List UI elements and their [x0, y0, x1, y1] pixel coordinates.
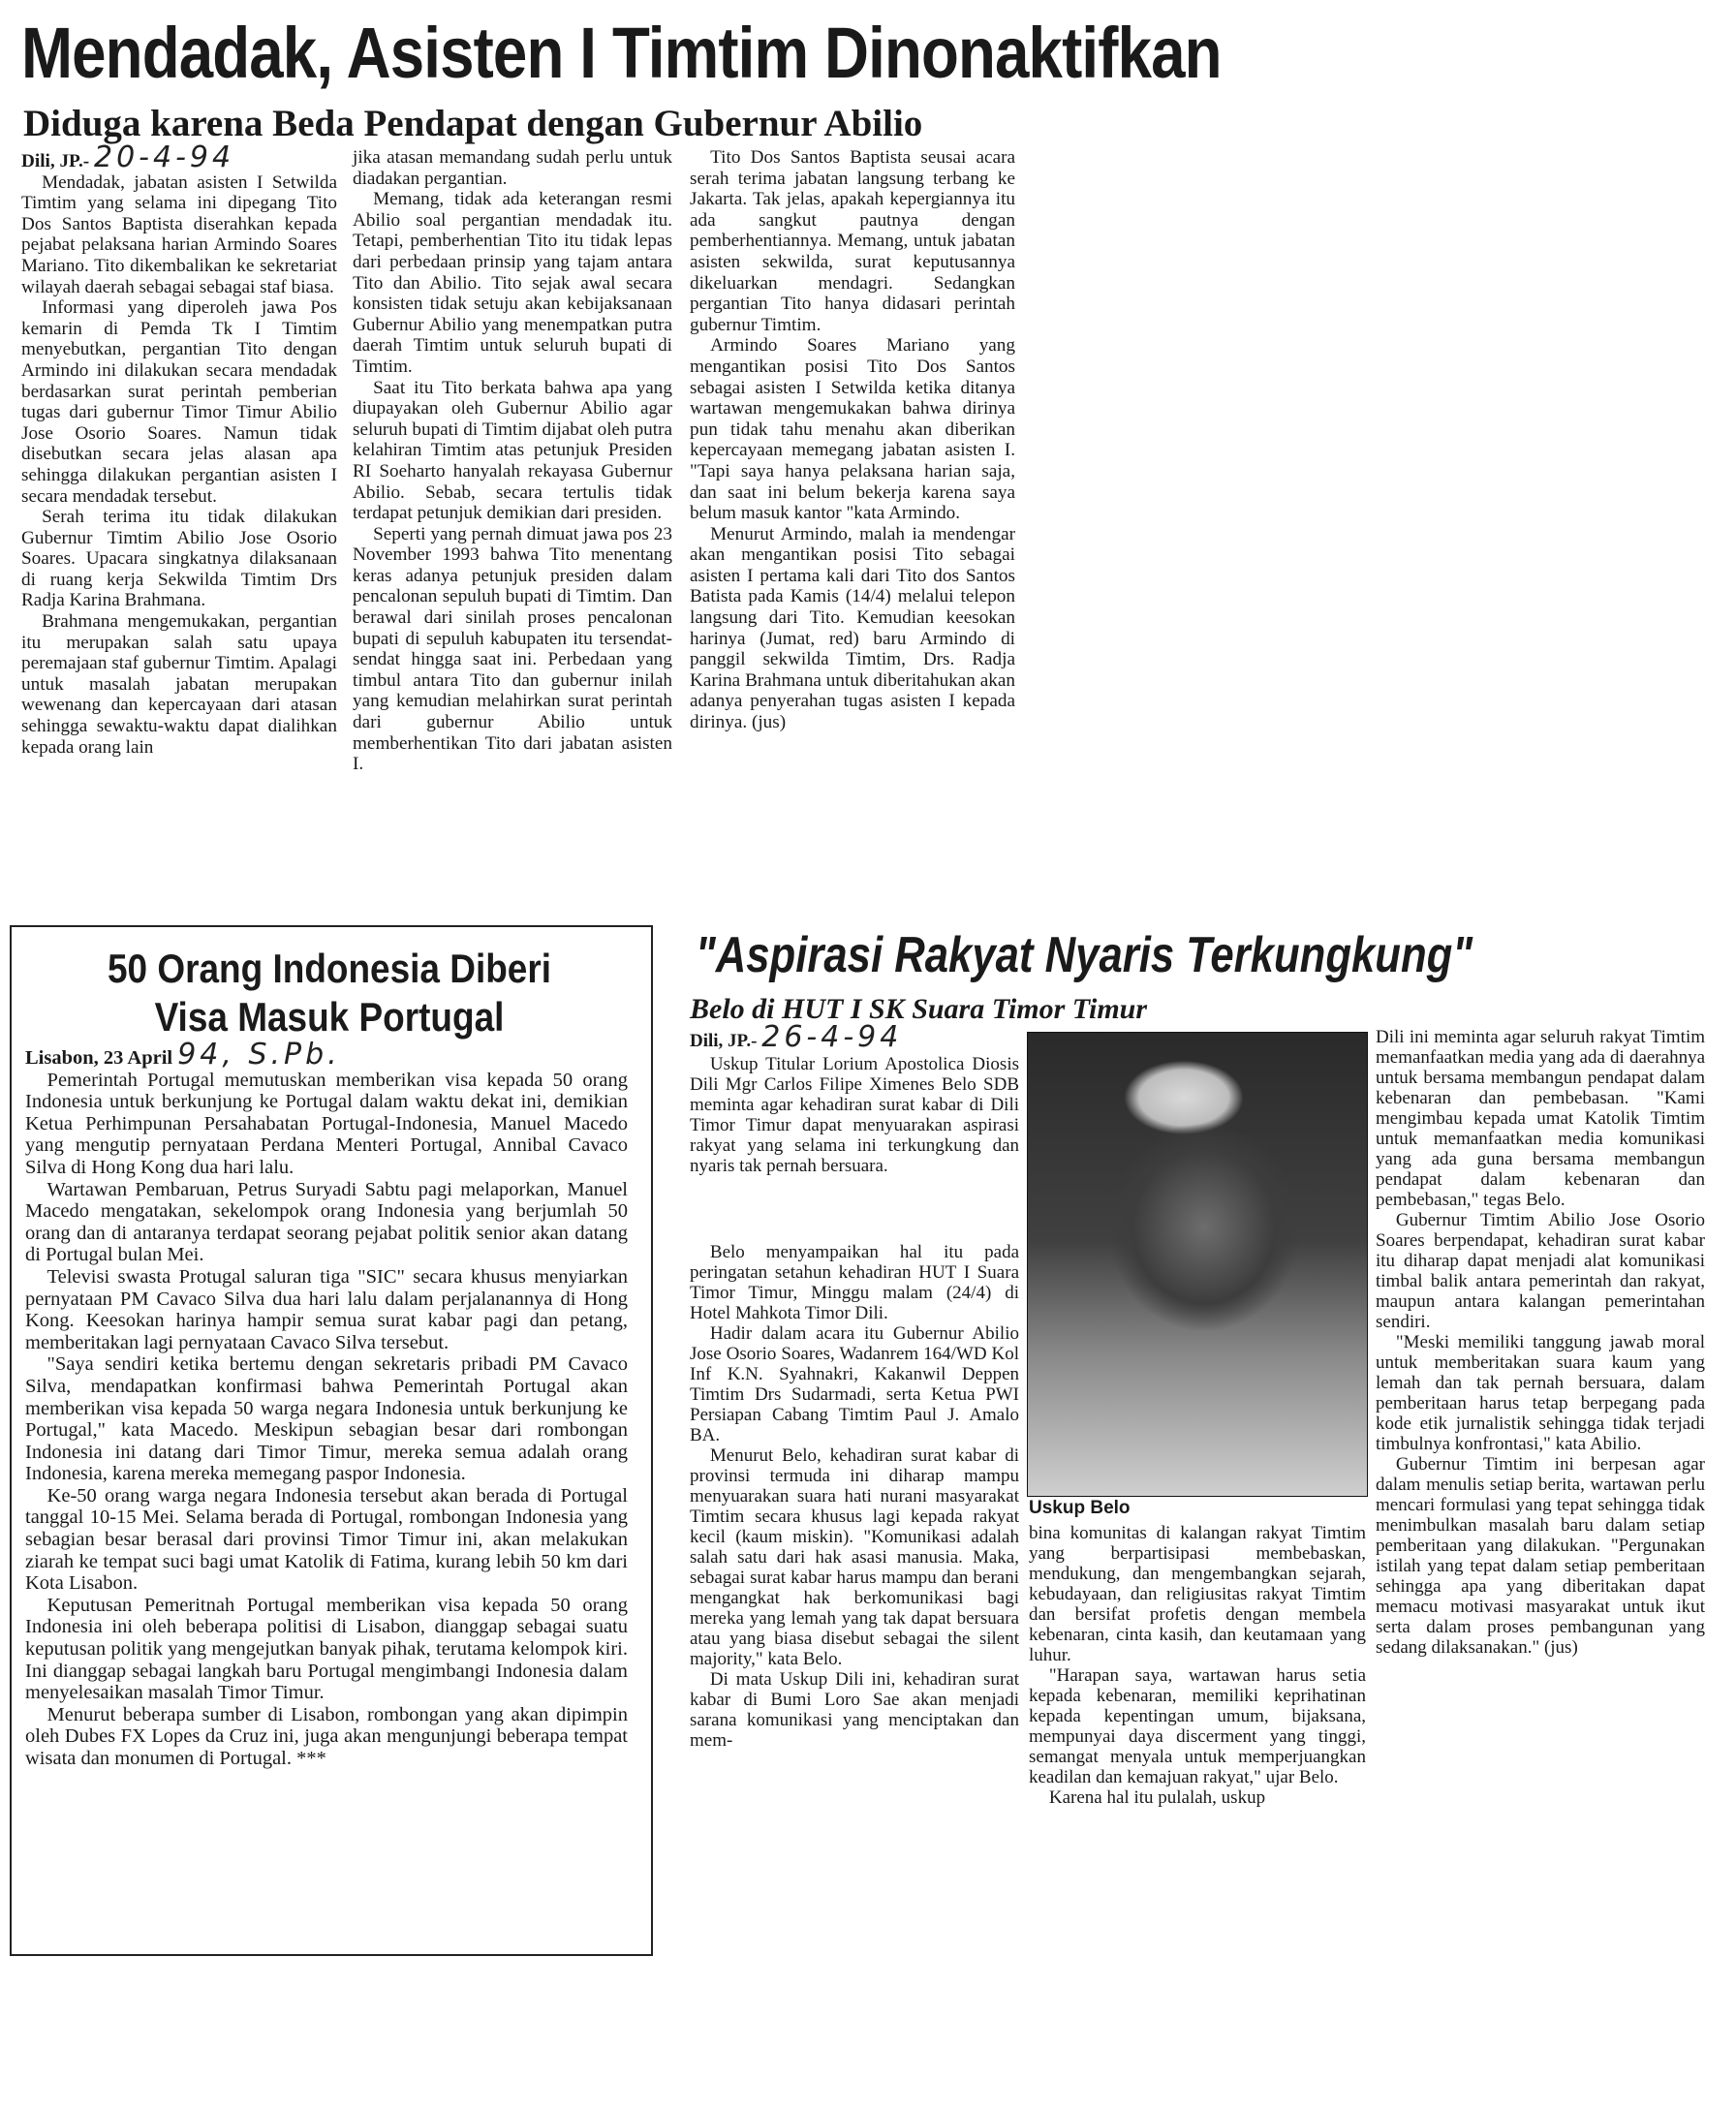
article2-paragraph: Pemerintah Portugal memutuskan memberikan visa kepada 50 orang Indonesia untuk berkunjung ke Portugal dalam waktu dekat ini, demikian Ketua Perhimpunan Persahabatan Portugal-Indonesia, Manuel Macedo yang mengutip pernyataan Perdana Menteri Portugal, Annibal Cavaco Silva di Hong Kong dua hari lalu. — [25, 1069, 628, 1178]
article2-paragraph: Wartawan Pembaruan, Petrus Suryadi Sabtu pagi melaporkan, Manuel Macedo mengatakan, sekelompok orang Indonesia yang berjumlah 50 orang dan di antaranya terdapat seorang pejabat politik senior akan datang di Portugal bulan Mei. — [25, 1178, 628, 1266]
article1-col2-paragraph: Memang, tidak ada keterangan resmi Abilio soal pergantian mendadak itu. Tetapi, pemberhentian Tito itu tidak lepas dari perbedaan prinsip yang tajam antara Tito dan Abilio. Tito sejak awal secara konsisten tidak setuju akan kebijaksanaan Gubernur Abilio yang menempatkan putra daerah Timtim untuk seluruh bupati di Timtim. — [353, 189, 672, 377]
article1-col1-paragraph: Informasi yang diperoleh jawa Pos kemarin di Pemda Tk I Timtim menyebutkan, pergantian Tito dengan Armindo ini dilakukan secara mendadak berdasarkan surat perintah pemberian tugas dari gubernur Timor Timur Abilio Jose Osorio Soares. Namun tidak disebutkan secara jelas alasan apa sehingga dilakukan pergantian asisten I secara mendadak tersebut. — [21, 297, 337, 507]
article2-paragraph: Ke-50 orang warga negara Indonesia tersebut akan berada di Portugal tanggal 10-15 Mei. Selama berada di Portugal, rombongan Indonesia yang sebagian besar berasal dari provinsi Timor Timur ini, akan melakukan ziarah ke tempat suci bagi umat Katolik di Fatima, kurang lebih 50 km dari Kota Lisabon. — [25, 1484, 628, 1595]
article3-col3-paragraph: "Meski memiliki tanggung jawab moral untuk memberitakan suara kaum yang lemah dan tak pernah bersuara, dalam pemberitaan harus tetap berpegang pada kode etik jurnalistik sehingga tidak terjadi timbulnya konfrontasi," kata Abilio. — [1376, 1332, 1705, 1454]
article1-column-3 — [690, 147, 1015, 733]
article1-col2-paragraph: jika atasan memandang sudah perlu untuk diadakan pergantian. — [353, 147, 672, 189]
article1-dateline: Dili, JP.- — [21, 151, 90, 171]
article1-col3-paragraph: Armindo Soares Mariano yang mengantikan posisi Tito Dos Santos sebagai asisten I Setwilda ketika ditanya wartawan mengemukakan bahwa dirinya pun tidak tahu menahu akan diberikan kepercayaan memegang jabatan asisten I. "Tapi saya hanya pelaksana harian saja, dan saat ini belum bekerja karena saya belum masuk kantor "kata Armindo. — [690, 335, 1015, 524]
article3-dateline: Dili, JP.- — [690, 1031, 758, 1051]
article1-col1-paragraph: Serah terima itu tidak dilakukan Gubernur Timtim Abilio Jose Osorio Soares. Upacara singkatnya dilaksanaan di ruang kerja Sekwilda Timtim Drs Radja Karina Brahmana. — [21, 507, 337, 611]
article3-col1-paragraph: Belo menyampaikan hal itu pada peringatan setahun kehadiran HUT I Suara Timor Timur, Minggu malam (24/4) di Hotel Mahkota Timor Dili. — [690, 1242, 1019, 1323]
article1-col3-paragraph: Tito Dos Santos Baptista seusai acara serah terima jabatan langsung terbang ke Jakarta. Tak jelas, apakah kepergiannya itu ada sangkut pautnya dengan pemberhentiannya. Memang, untuk jabatan asisten sekwilda, surat keputusannya dikeluarkan mendagri. Sedangkan pergantian Tito hanya didasari perintah gubernur Timtim. — [690, 147, 1015, 335]
bishop-photo — [1027, 1032, 1368, 1497]
article3-handwritten-date: 26-4-94 — [761, 1020, 903, 1054]
article3-col3-paragraph: Dili ini meminta agar seluruh rakyat Timtim memanfaatkan media yang ada di daerahnya untuk bersama membangun pendapat dalam kebenaran dan pembebasan. "Kami mengimbau kepada umat Katolik Timtim untuk memanfaatkan media komunikasi yang ada guna bersama membangun pendapat dalam kebenaran dan pembebasan," tegas Belo. — [1376, 1027, 1705, 1210]
article3-col2-paragraph: Karena hal itu pulalah, uskup — [1048, 1787, 1266, 1808]
article1-column-2 — [353, 147, 672, 775]
article3-subheadline: Belo di HUT I SK Suara Timor Timur — [690, 993, 1148, 1025]
article3-col1-paragraph: Hadir dalam acara itu Gubernur Abilio Jose Osorio Soares, Wadanrem 164/WD Kol Inf K.N. Syahnakri, Kakanwil Deppen Timtim Drs Sudarmadi, serta Ketua PWI Persiapan Cabang Timtim Paul J. Amalo BA. — [690, 1323, 1019, 1445]
article2-dateline-row — [25, 1038, 628, 1072]
article2-headline-line1: 50 Orang Indonesia Diberi — [107, 946, 552, 991]
article1-column-1 — [21, 140, 337, 758]
article3-col1-paragraph: Di mata Uskup Dili ini, kehadiran surat kabar di Bumi Loro Sae akan menjadi sarana komunikasi yang menciptakan dan mem- — [690, 1669, 1019, 1751]
article3-column-3 — [1376, 1027, 1705, 1658]
article3-dateline-row — [690, 1020, 1019, 1054]
article3-column-1-body — [690, 1054, 1019, 1176]
article2-paragraph: "Saya sendiri ketika bertemu dengan sekretaris pribadi PM Cavaco Silva, mendapatkan konfirmasi bahwa Pemerintah Portugal akan memberikan visa kepada 50 warga negara Indonesia untuk berkunjung ke Portugal," kata Macedo. Meskipun sebagian besar dari rombongan Indonesia ini datang dari Timor Timur, mereka semua adalah orang Indonesia, karena mereka memegang paspor Indonesia. — [25, 1353, 628, 1485]
article1-handwritten-date: 20-4-94 — [93, 140, 235, 174]
article3-col2-paragraph: "Harapan saya, wartawan harus setia kepada kebenaran, memiliki keprihatinan kepada kepentingan umum, bijaksana, mempunyai daya discerment yang tinggi, semangat menyala untuk memperjuangkan keadilan dan kemajuan rakyat," ujar Belo. — [1029, 1665, 1366, 1787]
article3-col1-paragraph: Menurut Belo, kehadiran surat kabar di provinsi termuda ini diharap mampu menyuarakan suara hati nurani masyarakat Timtim secara khusus lagi kepada rakyat kecil (kaum miskin). "Komunikasi adalah salah satu dari hak asasi manusia. Maka, sebagai surat kabar harus mampu dan berani mengangkat hak berkomunikasi bagi mereka yang lemah yang tak dapat bersuara atau yang biasa disebut sebagai the silent majority," kata Belo. — [690, 1445, 1019, 1669]
article1-col1-paragraph: Mendadak, jabatan asisten I Setwilda Timtim yang selama ini dipegang Tito Dos Santos Baptista diserahkan kepada pejabat pelaksana harian Armindo Soares Mariano. Tito dikembalikan ke sekretariat wilayah daerah sebagai sebagai staf biasa. — [21, 171, 337, 297]
article3-col3-paragraph: Gubernur Timtim ini berpesan agar dalam menulis setiap berita, wartawan perlu mencari formulasi yang tepat sehingga tidak menimbulkan masalah baru dalam setiap pemberitaan yang dilakukan. "Pergunakan istilah yang tepat dalam setiap pemberitaan sehingga apa yang diberitakan dapat memacu motivasi masyarakat untuk ikut serta dalam proses pembangunan yang sedang dilaksanakan." (jus) — [1376, 1454, 1705, 1658]
article1-col2-paragraph: Seperti yang pernah dimuat jawa pos 23 November 1993 bahwa Tito menentang keras adanya petunjuk presiden dalam pencalonan sepuluh bupati di Timtim. Dan berawal dari sinilah proses pencalonan bupati di sepuluh kabupaten itu tersendat-sendat hingga saat ini. Perbedaan yang timbul antara Tito dan gubernur inilah yang kemudian melahirkan surat perintah dari gubernur Abilio untuk memberhentikan Tito dari jabatan asisten I. — [353, 523, 672, 775]
article2-paragraph: Keputusan Pemeritnah Portugal memberikan visa kepada 50 orang Indonesia ini oleh beberapa politisi di Lisabon, dianggap sebagai suatu keputusan politik yang mengejutkan banyak pihak, terutama kelompok kiri. Ini dianggap sebagai langkah baru Portugal mengimbangi Indonesia dalam menyelesaikan masalah Timor Timur. — [25, 1594, 628, 1704]
article1-dateline-row — [21, 140, 337, 174]
article1-col2-paragraph: Saat itu Tito berkata bahwa apa yang diupayakan oleh Gubernur Abilio agar seluruh bupati di Timtim dijabat oleh putra kelahiran Timtim atas petunjuk Presiden RI Soeharto hanyalah rekayasa Gubernur Abilio. Sebab, secara tertulis tidak terdapat petunjuk demikian dari presiden. — [353, 377, 672, 524]
article2-headline-line2: Visa Masuk Portugal — [154, 994, 505, 1040]
article2-handwritten-note: 94, S.Pb. — [177, 1038, 341, 1072]
article2-dateline: Lisabon, 23 April — [25, 1047, 173, 1069]
article3-col3-paragraph: Gubernur Timtim Abilio Jose Osorio Soares berpendapat, kehadiran surat kabar itu diharap dapat menjadi alat komunikasi timbal balik antara pemerintah dan rakyat, maupun antara kalangan pemerintahan sendiri. — [1376, 1210, 1705, 1332]
article2-body — [25, 1038, 628, 1770]
article2-paragraph: Televisi swasta Protugal saluran tiga "SIC" secara khusus menyiarkan pernyataan PM Cavaco Silva dua hari lalu dalam perjalanannya di Hong Kong. Keesokan harinya hampir semua surat kabar pagi dan petang, memberitakan lagi pernyataan Cavaco Silva tersebut. — [25, 1265, 628, 1353]
article3-column-1-continued — [690, 1242, 1019, 1751]
photo-caption: Uskup Belo — [1029, 1498, 1131, 1518]
article3-headline: "Aspirasi Rakyat Nyaris Terkungkung" — [696, 927, 1473, 983]
article3-col1-paragraph: Uskup Titular Lorium Apostolica Diosis Dili Mgr Carlos Filipe Ximenes Belo SDB meminta agar kehadiran surat kabar di Dili Timor Timur dapat menyuarakan aspirasi rakyat yang selama ini terkungkung dan nyaris tak pernah bersuara. — [690, 1054, 1019, 1176]
article3-column-2 — [1029, 1523, 1366, 1808]
article1-headline: Mendadak, Asisten I Timtim Dinonaktifkan — [21, 13, 1222, 93]
article1-col1-paragraph: Brahmana mengemukakan, pergantian itu merupakan salah satu upaya peremajaan staf gubernur Timtim. Apalagi untuk masalah jabatan merupakan wewenang dan kepercayaan dari atasan sehingga sewaktu-waktu dapat dialihkan kepada orang lain — [21, 611, 337, 758]
article3-col2-paragraph: bina komunitas di kalangan rakyat Timtim yang berpartisipasi membebaskan, mendukung, dan mengembangkan sejarah, kebudayaan, dan religiusitas rakyat Timtim dan bersifat profetis dengan membela kebenaran, cinta kasih, dan keutamaan yang luhur. — [1029, 1523, 1366, 1665]
article3-column-1 — [690, 1020, 1019, 1054]
article2-paragraph: Menurut beberapa sumber di Lisabon, rombongan yang akan dipimpin oleh Dubes FX Lopes da Cruz ini, juga akan mengunjungi beberapa tempat wisata dan monumen di Portugal. *** — [25, 1703, 628, 1769]
article1-col3-paragraph: Menurut Armindo, malah ia mendengar akan mengantikan posisi Tito sebagai asisten I pertama kali dari Tito dos Santos Batista pada Kamis (14/4) melalui telepon langsung dari Tito. Kemudian keesokan harinya (Jumat, red) baru Armindo di panggil sekwilda Timtim, Drs. Radja Karina Brahmana untuk diberitahukan akan adanya penyerahan tugas asisten I kepada dirinya. (jus) — [690, 523, 1015, 733]
article1-subheadline: Diduga karena Beda Pendapat dengan Gubernur Abilio — [23, 103, 923, 144]
